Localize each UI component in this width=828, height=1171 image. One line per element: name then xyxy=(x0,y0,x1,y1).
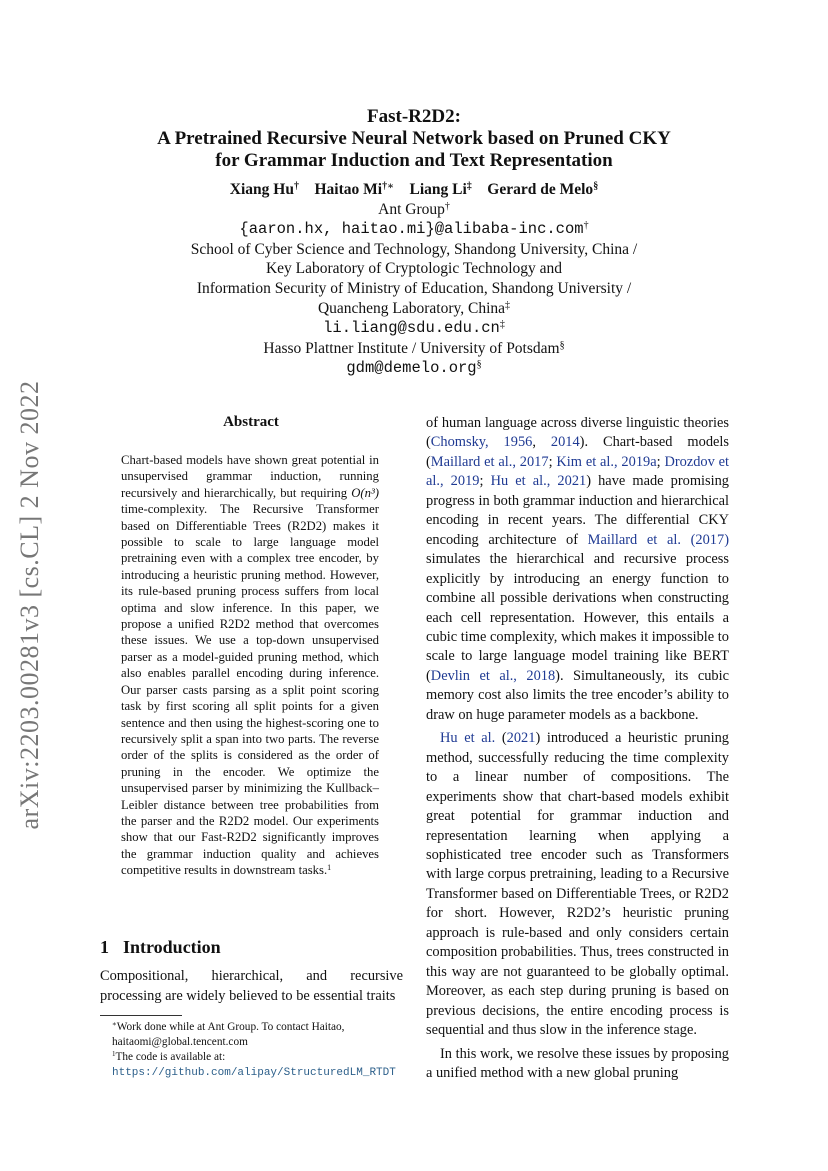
complexity-formula: O(n³) xyxy=(351,485,379,500)
citation-link[interactable]: Hu et al., 2021 xyxy=(490,473,587,490)
affiliation-hpi: Hasso Plattner Institute / University of Potsdam§ xyxy=(263,339,565,357)
body-text: ; xyxy=(656,453,665,470)
email-hpi[interactable]: gdm@demelo.org§ xyxy=(346,359,482,378)
author-names xyxy=(130,180,698,200)
affiliation-ant: Ant Group† xyxy=(378,200,450,218)
email-ant[interactable]: {aaron.hx, haitao.mi}@alibaba-inc.com† xyxy=(239,220,589,239)
arxiv-sidebar xyxy=(0,360,60,850)
affiliation-sdu-4: Quancheng Laboratory, China‡ xyxy=(317,299,511,317)
author-mark: ‡ xyxy=(466,181,472,192)
title-line-1: Fast-R2D2: xyxy=(367,106,461,127)
footnote-star: ∗Work done while at Ant Group. To contact Haitao, haitaomi@global.tencent.com xyxy=(112,1020,345,1048)
section-heading xyxy=(100,937,221,958)
footnote-1: $^1$The code is available at: https://github.com/alipay/StructuredLM_RTDT xyxy=(112,1050,396,1079)
right-paragraph-3 xyxy=(426,1045,729,1084)
email-sdu[interactable]: li.liang@sdu.edu.cn‡ xyxy=(323,319,505,338)
body-text: simulates the hierarchical and recursive process explicitly by introducing an energy function to combine all possible derivations when constructing each cell representation. However, this entails a cubic time complexity, which makes it impossible to scale to large language model training like BERT ( xyxy=(426,551,729,684)
title-line-3: for Grammar Induction and Text Representation xyxy=(215,150,613,171)
affiliation-sdu-2: Key Laboratory of Cryptologic Technology and xyxy=(265,260,563,278)
affiliation-sdu-3: Information Security of Ministry of Education, Shandong University / xyxy=(196,279,632,297)
footnote-rule xyxy=(100,1015,182,1016)
author-name: Haitao Mi xyxy=(314,181,383,198)
citation-link[interactable]: 2014 xyxy=(550,434,580,451)
citation-link[interactable]: Devlin et al., 2018 xyxy=(430,667,556,684)
title-line-2: A Pretrained Recursive Neural Network based on Pruned CKY xyxy=(157,128,671,149)
body-text: ) have made promising progress in both grammar induction and hierarchical encoding in recent years. The differential CKY encoding architecture of xyxy=(426,473,729,548)
footnotes xyxy=(100,1020,403,1081)
paper-title xyxy=(130,106,698,172)
section-title: Introduction xyxy=(123,937,221,957)
author-mark: †∗ xyxy=(382,181,394,192)
body-text: ( xyxy=(495,730,507,747)
author-name: Liang Li xyxy=(409,181,467,198)
body-text: , xyxy=(532,434,551,451)
body-text: ). Simultaneously, its cubic memory cost also limits the tree encoder’s ability to draw on huge parameter models as a backbone. xyxy=(426,667,729,723)
body-text: of human language across diverse linguistic theories ( xyxy=(426,415,729,451)
right-column xyxy=(426,414,729,1083)
author-name: Gerard de Melo xyxy=(487,181,594,198)
body-text: ; xyxy=(479,473,491,490)
citation-link[interactable]: Hu et al. xyxy=(440,730,496,747)
intro-paragraph: Compositional, hierarchical, and recursive processing are widely believed to be essential traits xyxy=(100,968,403,1004)
author-name: Xiang Hu xyxy=(229,181,294,198)
body-text: ) introduced a heuristic pruning method, successfully reducing the time complexity to a linear number of compositions. The experiments show that chart-based models exhibit great potential for grammar induction and representation learning when applying a sophisticated tree encoder such as Transformers with large corpus pretraining, leading to a Recursive Transformer based on Differentiable Trees, or R2D2 for short. However, R2D2’s heuristic pruning approach is rule-based and only considers certain composition probabilities. Thus, trees constructed in this way are not guaranteed to be globally optimal. Moreover, as each step during pruning is based on previous decisions, the entire encoding process is sequential and thus slow in the inference stage. xyxy=(426,730,730,1039)
abstract-heading: Abstract xyxy=(223,414,279,430)
footnote-ref[interactable]: 1 xyxy=(327,863,332,873)
citation-link[interactable]: Maillard et al. (2017) xyxy=(587,531,729,548)
arxiv-stamp: arXiv:2203.00281v3 [cs.CL] 2 Nov 2022 xyxy=(15,380,44,830)
right-paragraph-2 xyxy=(426,729,729,1040)
abstract-body: Chart-based models have shown great potential in unsupervised grammar induction, running recursively and hierarchically, but requiring O(n³) time-complexity. The Recursive Transformer based on Differentiable Trees (R2D2) makes it possible to scale to large language model pretraining even with a complex tree encoder, by introducing a heuristic pruning method. However, its rule-based pruning process suffers from local optima and slow inference. In this paper, we propose a unified R2D2 method that overcomes these issues. We use a top-down unsupervised parser as a model-guided pruning method, which also enables parallel encoding during inference. Our parser casts parsing as a split point scoring task by first scoring all split points for a given sentence and then using the highest-scoring one to recursively split a span into two parts. The reverse order of the splits is considered as the order of pruning in the encoder. We optimize the unsupervised parser by minimizing the Kullback–Leibler distance between tree probabilities from the parser and the R2D2 model. Our experiments show that our Fast-R2D2 significantly improves the grammar induction quality and achieves competitive results in downstream tasks.$^1$ xyxy=(121,453,379,878)
body-text: In this work, we resolve these issues by proposing a unified method with a new global pruning xyxy=(426,1045,729,1081)
body-text: ; xyxy=(548,453,557,470)
body-text: ). Chart-based models ( xyxy=(426,434,729,470)
right-paragraph-1 xyxy=(426,414,729,725)
citation-link[interactable]: Kim et al., 2019a xyxy=(556,453,657,470)
citation-link[interactable]: Drozdov et al., 2019 xyxy=(426,453,729,490)
affiliation-sdu-1: School of Cyber Science and Technology, Shandong University, China / xyxy=(190,240,638,258)
author-mark: † xyxy=(293,181,299,192)
author-block xyxy=(130,180,698,379)
citation-link[interactable]: 2021 xyxy=(506,730,536,747)
section-number: 1 xyxy=(100,937,109,957)
citation-link[interactable]: Maillard et al., 2017 xyxy=(430,453,549,470)
author-mark: § xyxy=(593,181,599,192)
citation-link[interactable]: Chomsky, 1956 xyxy=(430,434,533,451)
code-link[interactable]: https://github.com/alipay/StructuredLM_RTDT xyxy=(112,1067,396,1079)
